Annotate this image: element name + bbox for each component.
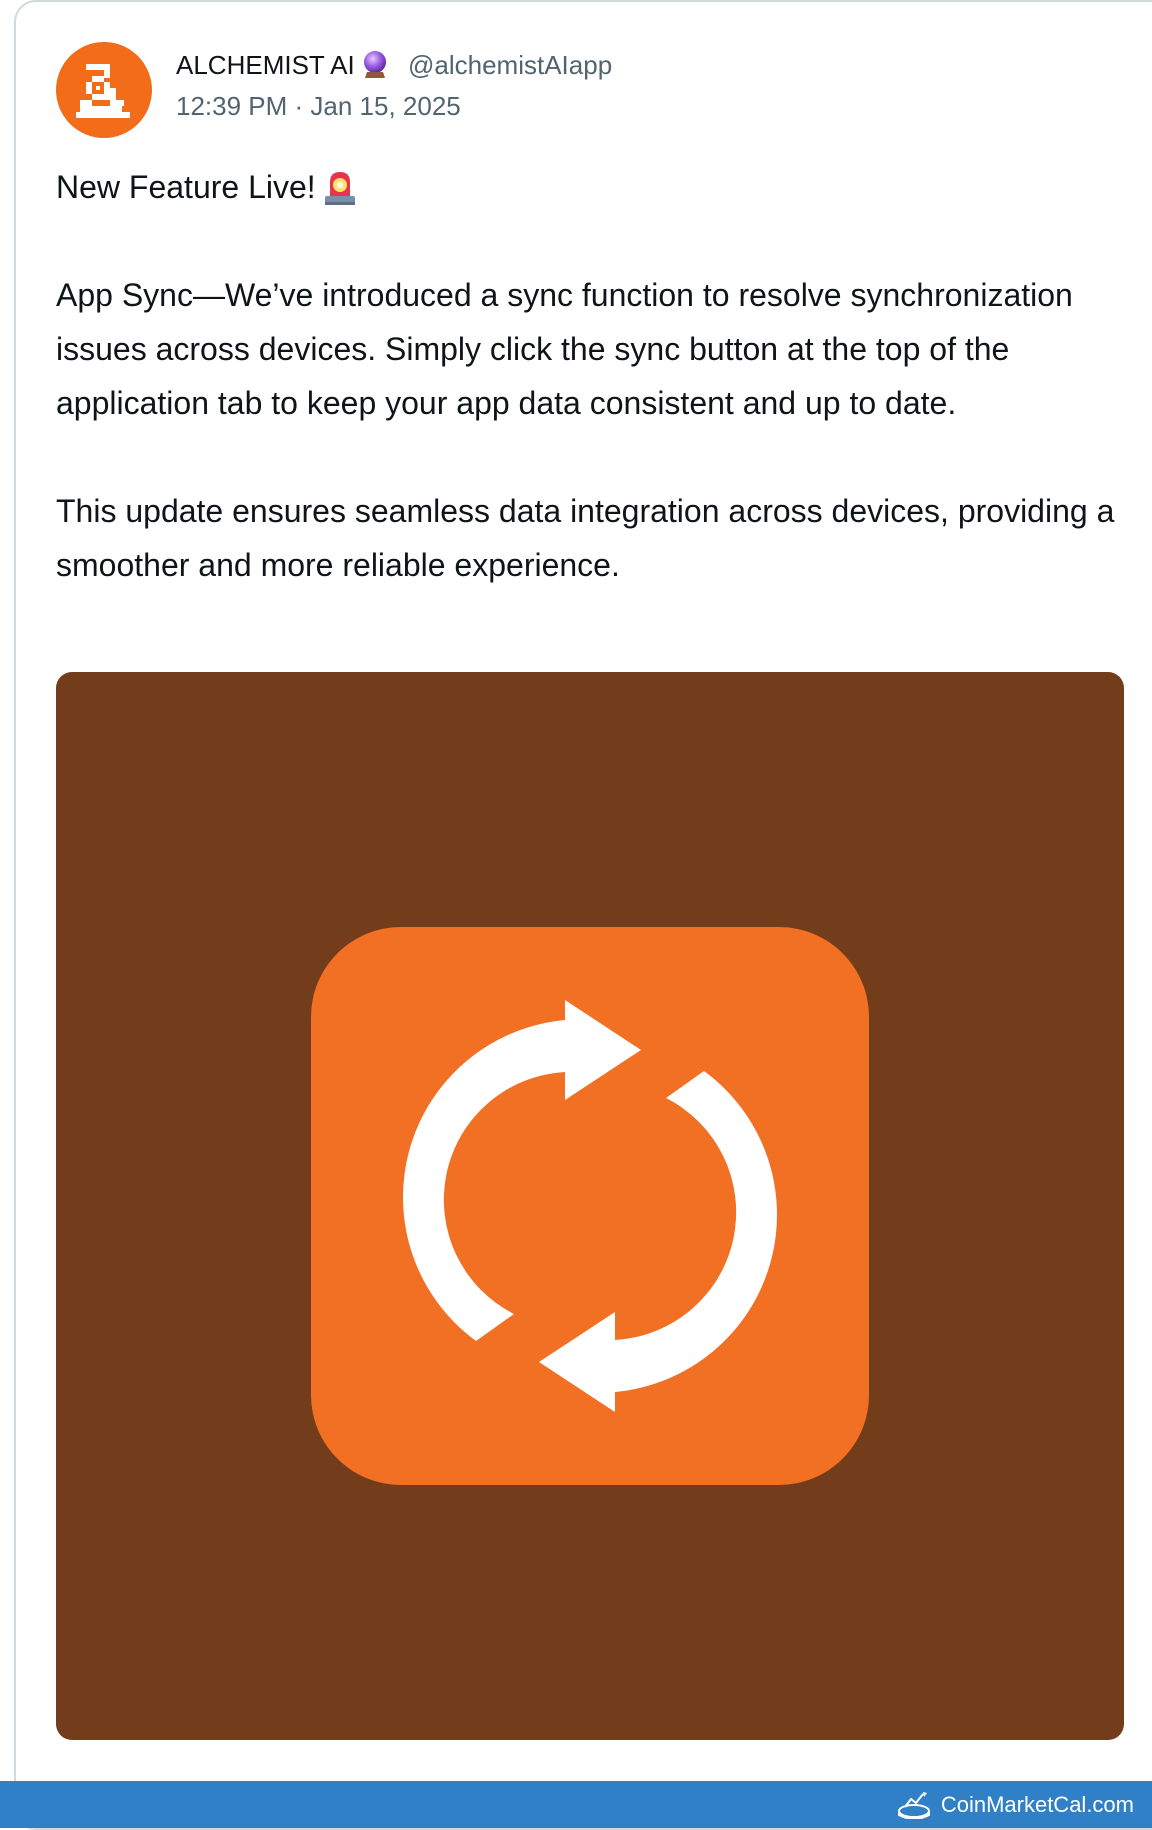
post-headline-line xyxy=(56,160,1126,214)
siren-icon xyxy=(320,166,360,208)
post-paragraph: App Sync—We’ve introduced a sync function to resolve synchronization issues across devices. Simply click the sync button at the top of the application tab to keep your app data consistent and up to date. xyxy=(56,277,1073,421)
author-handle[interactable]: @alchemistAIapp xyxy=(408,50,613,80)
footer-bar xyxy=(0,1781,1152,1828)
post-timestamp[interactable]: 12:39 PM · Jan 15, 2025 xyxy=(176,91,461,121)
footer-brand[interactable] xyxy=(897,1781,1134,1828)
post-body xyxy=(56,160,1126,592)
crystal-ball-icon xyxy=(360,50,390,80)
alchemist-logo-icon xyxy=(56,42,152,138)
sync-icon xyxy=(311,927,869,1485)
coinmarketcal-logo-icon xyxy=(897,1791,931,1819)
author-name[interactable]: ALCHEMIST AI xyxy=(176,50,355,80)
footer-brand-label: CoinMarketCal.com xyxy=(940,1791,1134,1817)
post-paragraph: This update ensures seamless data integration across devices, providing a smoother and more reliable experience. xyxy=(56,493,1115,583)
avatar[interactable] xyxy=(56,42,152,138)
post-media-image[interactable] xyxy=(56,672,1124,1740)
post-headline: New Feature Live! xyxy=(56,169,316,205)
sync-app-tile xyxy=(311,927,869,1485)
